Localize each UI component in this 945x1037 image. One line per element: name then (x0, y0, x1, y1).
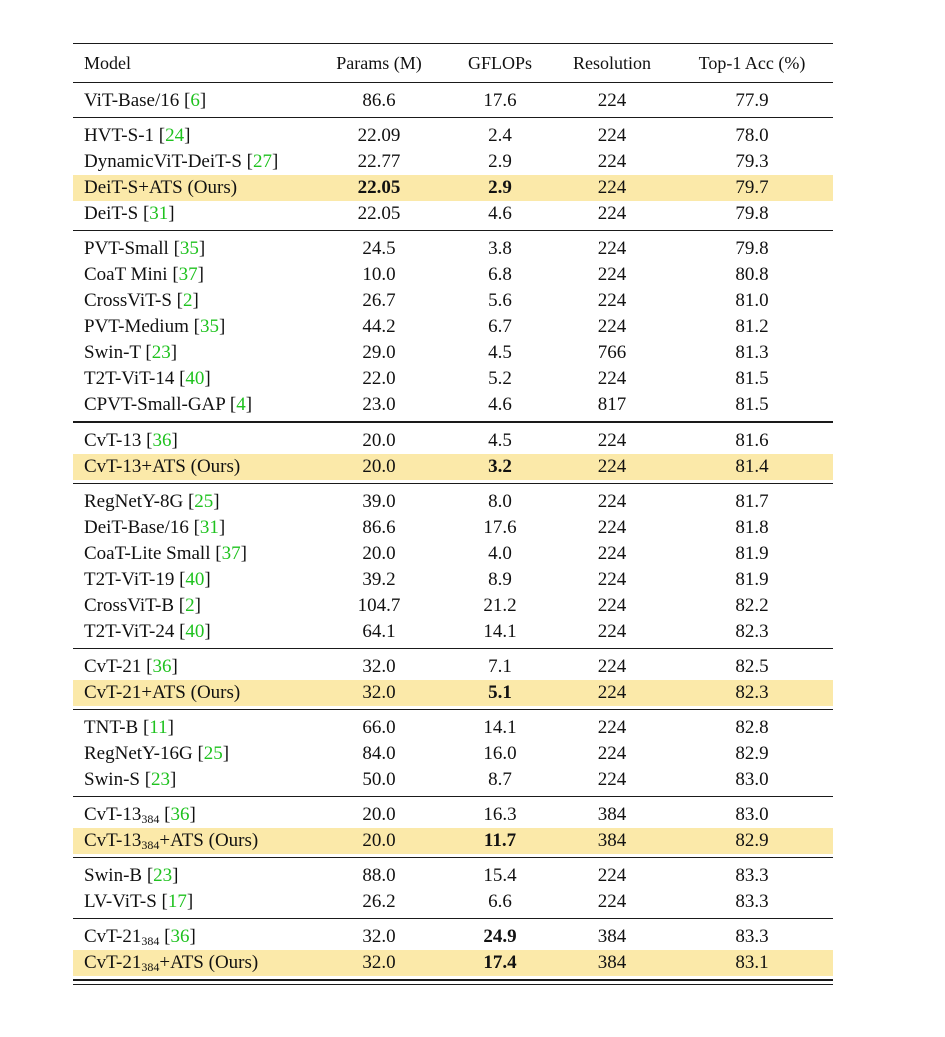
citation-link: 23 (151, 342, 171, 363)
cell-model: CvT-21 [36] (84, 656, 178, 677)
cell-params: 24.5 (362, 238, 396, 259)
table-row (73, 741, 833, 767)
cell-top1-acc: 82.9 (735, 743, 769, 764)
cell-model: T2T-ViT-24 [40] (84, 621, 211, 642)
cell-params: 39.0 (362, 491, 396, 512)
citation-link: 2 (182, 290, 193, 311)
table-row (73, 314, 833, 340)
cell-gflops: 14.1 (483, 717, 517, 738)
cell-model: Swin-B [23] (84, 865, 179, 886)
header-params: Params (M) (336, 52, 422, 73)
citation-link: 36 (170, 926, 190, 947)
cell-resolution: 224 (597, 656, 627, 677)
table-body (73, 83, 833, 985)
cell-resolution: 224 (597, 717, 627, 738)
table-row (73, 567, 833, 593)
citation-link: 37 (178, 264, 198, 285)
cell-gflops: 2.4 (488, 125, 512, 146)
cell-params: 64.1 (362, 621, 396, 642)
citation-link: 35 (199, 316, 219, 337)
table-row (73, 88, 833, 114)
cell-gflops: 16.3 (483, 804, 517, 825)
citation-link: 25 (203, 743, 223, 764)
model-name: CrossViT-B (84, 595, 175, 616)
cell-gflops: 17.4 (483, 952, 517, 973)
cell-model (73, 177, 311, 199)
cell-resolution: 817 (597, 394, 627, 415)
model-name: RegNetY-8G (84, 491, 184, 512)
cell-params: 32.0 (362, 656, 396, 677)
cell-model: CPVT-Small-GAP [4] (84, 394, 253, 415)
cell-model: ViT-Base/16 [6] (84, 90, 207, 111)
model-subscript: 384 (141, 838, 160, 852)
cell-gflops: 21.2 (483, 595, 517, 616)
cell-top1-acc: 82.3 (735, 682, 769, 703)
cell-resolution: 384 (597, 952, 627, 973)
cell-resolution: 766 (597, 342, 627, 363)
citation-link: 4 (236, 394, 246, 415)
table-row (73, 288, 833, 314)
citation-link: 40 (185, 569, 205, 590)
cell-model: DeiT-S [31] (84, 203, 175, 224)
citation-link: 6 (190, 90, 200, 111)
cell-model: T2T-ViT-14 [40] (84, 368, 211, 389)
cell-resolution: 224 (597, 517, 627, 538)
cell-gflops: 4.5 (488, 342, 512, 363)
cell-model: LV-ViT-S [17] (84, 891, 194, 912)
cell-params: 23.0 (362, 394, 396, 415)
cell-gflops: 8.0 (488, 491, 512, 512)
cell-resolution: 384 (597, 804, 627, 825)
table-row (73, 201, 833, 227)
model-name: CvT-13+ATS (Ours) (84, 456, 241, 477)
model-name: DeiT-Base/16 (84, 517, 189, 538)
cell-resolution: 224 (597, 368, 627, 389)
cell-params: 22.09 (357, 125, 401, 146)
cell-params: 20.0 (362, 543, 396, 564)
cell-resolution: 224 (597, 743, 627, 764)
cell-model: CoaT-Lite Small [37] (84, 543, 247, 564)
cell-model: RegNetY-16G [25] (84, 743, 230, 764)
cell-params: 29.0 (362, 342, 396, 363)
model-name: CvT-13 (84, 830, 142, 851)
cell-gflops: 3.2 (488, 456, 512, 477)
cell-gflops: 6.6 (488, 891, 512, 912)
header-gflops: GFLOPs (467, 52, 533, 73)
cell-gflops: 4.6 (488, 394, 512, 415)
model-name: CvT-21 (84, 952, 142, 973)
cell-model: CvT-13 [36] (84, 430, 178, 451)
citation-link: 31 (149, 203, 169, 224)
cell-top1-acc: 82.2 (735, 595, 769, 616)
model-name: CvT-13 (84, 430, 142, 451)
cell-gflops: 4.5 (488, 430, 512, 451)
citation-link: 24 (165, 125, 185, 146)
cell-gflops: 2.9 (488, 177, 512, 198)
cell-model (73, 682, 311, 704)
cell-model: CoaT Mini [37] (84, 264, 204, 285)
table-row (73, 863, 833, 889)
model-name: TNT-B (84, 717, 139, 738)
model-name: Swin-S (84, 769, 140, 790)
cell-model: CvT-$13_{384}$ [36] (84, 804, 196, 826)
cell-top1-acc: 81.8 (735, 517, 769, 538)
table-row (73, 619, 833, 645)
cell-top1-acc: 83.0 (735, 769, 769, 790)
header-resolution: Resolution (572, 52, 651, 73)
citation-link: 11 (149, 717, 168, 738)
table-row (73, 950, 833, 976)
model-name: DeiT-S+ATS (Ours) (84, 177, 238, 198)
cell-top1-acc: 83.0 (735, 804, 769, 825)
table-row (73, 489, 833, 515)
model-name: T2T-ViT-14 (84, 368, 175, 389)
cell-model (73, 830, 311, 852)
cell-top1-acc: 81.4 (735, 456, 769, 477)
cell-gflops: 5.2 (488, 368, 512, 389)
cell-top1-acc: 79.3 (735, 151, 769, 172)
cell-top1-acc: 83.3 (735, 926, 769, 947)
cell-top1-acc: 81.5 (735, 394, 769, 415)
cell-top1-acc: 83.1 (735, 952, 769, 973)
cell-model: DeiT-Base/16 [31] (84, 517, 226, 538)
cell-params: 22.0 (362, 368, 396, 389)
cell-gflops: 8.9 (488, 569, 512, 590)
model-name: DeiT-S (84, 203, 139, 224)
table-row (73, 715, 833, 741)
cell-resolution: 224 (597, 891, 627, 912)
header-top1-acc: Top-1 Acc (%) (698, 52, 806, 73)
cell-top1-acc: 81.2 (735, 316, 769, 337)
cell-params: 88.0 (362, 865, 396, 886)
cell-gflops: 17.6 (483, 90, 517, 111)
table-row (73, 123, 833, 149)
cell-params: 26.7 (362, 290, 396, 311)
header-model: Model (84, 52, 131, 73)
citation-link: 35 (179, 238, 199, 259)
cell-params: 86.6 (362, 517, 396, 538)
table-row (73, 262, 833, 288)
citation-link: 40 (185, 368, 205, 389)
citation-link: 17 (167, 891, 187, 912)
cell-gflops: 16.0 (483, 743, 517, 764)
cell-top1-acc: 80.8 (735, 264, 769, 285)
header-row (73, 44, 833, 82)
model-name: CrossViT-S (84, 290, 172, 311)
cell-top1-acc: 81.9 (735, 569, 769, 590)
cell-top1-acc: 81.9 (735, 543, 769, 564)
citation-link: 27 (252, 151, 272, 172)
cell-params: 20.0 (362, 804, 396, 825)
cell-model: CrossViT-B [2] (84, 595, 201, 616)
cell-top1-acc: 82.9 (735, 830, 769, 851)
table-row (73, 802, 833, 828)
citation-link: 23 (151, 769, 171, 790)
cell-gflops: 5.1 (488, 682, 512, 703)
model-name: PVT-Small (84, 238, 169, 259)
cell-top1-acc: 81.3 (735, 342, 769, 363)
citation-link: 31 (199, 517, 219, 538)
cell-gflops: 4.0 (488, 543, 512, 564)
cell-resolution: 384 (597, 830, 627, 851)
cell-params: 10.0 (362, 264, 396, 285)
cell-gflops: 2.9 (488, 151, 512, 172)
cell-model: PVT-Small [35] (84, 238, 206, 259)
cell-resolution: 224 (597, 316, 627, 337)
table-row (73, 340, 833, 366)
citation-link: 2 (185, 595, 195, 616)
cell-params: 39.2 (362, 569, 396, 590)
cell-resolution: 224 (597, 491, 627, 512)
cell-gflops: 7.1 (488, 656, 512, 677)
cell-resolution: 224 (597, 203, 627, 224)
table-row (73, 175, 833, 201)
cell-params: 32.0 (362, 952, 396, 973)
cell-model (73, 456, 311, 478)
cell-model: RegNetY-8G [25] (84, 491, 220, 512)
cell-model: Swin-S [23] (84, 769, 177, 790)
citation-link: 36 (152, 430, 172, 451)
cell-resolution: 224 (597, 430, 627, 451)
cell-top1-acc: 82.8 (735, 717, 769, 738)
model-name: CoaT Mini (84, 264, 168, 285)
model-name: DynamicViT-DeiT-S (84, 151, 242, 172)
cell-resolution: 224 (597, 569, 627, 590)
cell-top1-acc: 82.3 (735, 621, 769, 642)
model-name: Swin-B (84, 865, 143, 886)
cell-resolution: 224 (597, 264, 627, 285)
cell-resolution: 224 (597, 125, 627, 146)
cell-resolution: 224 (597, 238, 627, 259)
model-name: CvT-13 (84, 804, 142, 825)
cell-resolution: 224 (597, 151, 627, 172)
cell-model: T2T-ViT-19 [40] (84, 569, 211, 590)
cell-top1-acc: 77.9 (735, 90, 769, 111)
table-row (73, 924, 833, 950)
model-name: ViT-Base/16 (84, 90, 180, 111)
cell-resolution: 224 (597, 90, 627, 111)
cell-gflops: 11.7 (483, 830, 517, 851)
citation-link: 36 (152, 656, 172, 677)
model-name: CvT-21 (84, 656, 142, 677)
model-name: CvT-21 (84, 926, 142, 947)
cell-top1-acc: 83.3 (735, 865, 769, 886)
model-name: HVT-S-1 (84, 125, 155, 146)
cell-model: HVT-S-1 [24] (84, 125, 191, 146)
cell-gflops: 24.9 (483, 926, 517, 947)
cell-top1-acc: 83.3 (735, 891, 769, 912)
cell-resolution: 224 (597, 595, 627, 616)
cell-model: CrossViT-S [2] (84, 290, 199, 311)
model-name: T2T-ViT-19 (84, 569, 175, 590)
model-name: LV-ViT-S (84, 891, 157, 912)
cell-top1-acc: 82.5 (735, 656, 769, 677)
model-suffix: +ATS (Ours) (159, 830, 259, 851)
table-row (73, 654, 833, 680)
table-row (73, 236, 833, 262)
cell-resolution: 224 (597, 290, 627, 311)
cell-resolution: 224 (597, 456, 627, 477)
cell-params: 84.0 (362, 743, 396, 764)
cell-params: 104.7 (357, 595, 401, 616)
table-row (73, 428, 833, 454)
cell-resolution: 224 (597, 177, 627, 198)
cell-model: TNT-B [11] (84, 717, 174, 738)
table-row (73, 680, 833, 706)
cell-params: 86.6 (362, 90, 396, 111)
table-row (73, 828, 833, 854)
model-name: T2T-ViT-24 (84, 621, 175, 642)
cell-model: Swin-T [23] (84, 342, 178, 363)
cell-params: 66.0 (362, 717, 396, 738)
cell-gflops: 15.4 (483, 865, 517, 886)
table-row (73, 889, 833, 915)
cell-model: DynamicViT-DeiT-S [27] (84, 151, 279, 172)
cell-gflops: 4.6 (488, 203, 512, 224)
model-name: RegNetY-16G (84, 743, 193, 764)
cell-resolution: 224 (597, 865, 627, 886)
model-subscript: 384 (141, 960, 160, 974)
citation-link: 25 (194, 491, 214, 512)
model-name: CPVT-Small-GAP (84, 394, 226, 415)
cell-resolution: 384 (597, 926, 627, 947)
citation-link: 37 (221, 543, 241, 564)
cell-top1-acc: 81.5 (735, 368, 769, 389)
cell-params: 22.05 (357, 177, 401, 198)
model-name: CvT-21+ATS (Ours) (84, 682, 241, 703)
cell-gflops: 8.7 (488, 769, 512, 790)
table-row (73, 149, 833, 175)
cell-gflops: 14.1 (483, 621, 517, 642)
cell-top1-acc: 81.6 (735, 430, 769, 451)
cell-top1-acc: 79.7 (735, 177, 769, 198)
cell-params: 22.77 (357, 151, 401, 172)
cell-gflops: 6.8 (488, 264, 512, 285)
cell-gflops: 6.7 (488, 316, 512, 337)
table-row (73, 392, 833, 418)
cell-top1-acc: 79.8 (735, 203, 769, 224)
model-subscript: 384 (141, 812, 160, 826)
cell-top1-acc: 79.8 (735, 238, 769, 259)
citation-link: 23 (153, 865, 173, 886)
cell-params: 22.05 (357, 203, 401, 224)
cell-resolution: 224 (597, 682, 627, 703)
table-row (73, 366, 833, 392)
cell-gflops: 3.8 (488, 238, 512, 259)
model-name: CoaT-Lite Small (84, 543, 211, 564)
model-suffix: +ATS (Ours) (159, 952, 259, 973)
cell-gflops: 5.6 (488, 290, 512, 311)
cell-top1-acc: 81.7 (735, 491, 769, 512)
model-name: PVT-Medium (84, 316, 189, 337)
results-table (73, 43, 833, 985)
cell-top1-acc: 81.0 (735, 290, 769, 311)
citation-link: 36 (170, 804, 190, 825)
table-row (73, 593, 833, 619)
table-row (73, 541, 833, 567)
cell-params: 20.0 (362, 430, 396, 451)
citation-link: 40 (185, 621, 205, 642)
model-subscript: 384 (141, 934, 160, 948)
cell-params: 20.0 (362, 456, 396, 477)
cell-params: 32.0 (362, 926, 396, 947)
cell-params: 50.0 (362, 769, 396, 790)
cell-params: 32.0 (362, 682, 396, 703)
cell-model: CvT-$21_{384}$ [36] (84, 926, 196, 948)
cell-model: PVT-Medium [35] (84, 316, 226, 337)
cell-model (73, 952, 311, 974)
cell-top1-acc: 78.0 (735, 125, 769, 146)
table-row (73, 515, 833, 541)
cell-params: 26.2 (362, 891, 396, 912)
table-row (73, 767, 833, 793)
cell-resolution: 224 (597, 769, 627, 790)
cell-gflops: 17.6 (483, 517, 517, 538)
model-name: Swin-T (84, 342, 141, 363)
bottom-rule (73, 979, 833, 985)
table-row (73, 454, 833, 480)
cell-resolution: 224 (597, 543, 627, 564)
cell-params: 20.0 (362, 830, 396, 851)
cell-params: 44.2 (362, 316, 396, 337)
cell-resolution: 224 (597, 621, 627, 642)
